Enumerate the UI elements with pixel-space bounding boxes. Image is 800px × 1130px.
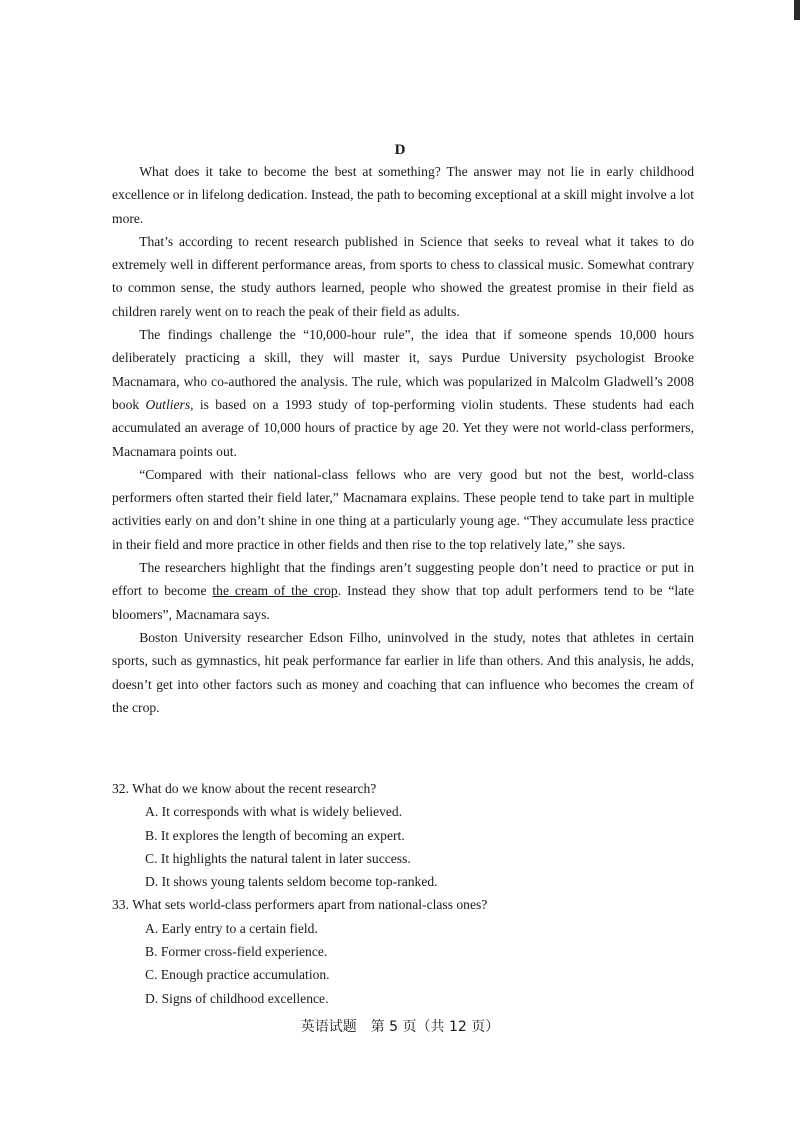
book-title: Outliers: [145, 396, 191, 412]
answer-option-d: D. Signs of childhood excellence.: [145, 990, 329, 1006]
answer-option-b: B. Former cross-field experience.: [145, 944, 328, 960]
question-32: [112, 777, 694, 893]
paragraph-text: The findings challenge the “10,000-hour rule”, the idea that if someone spends 10,000 hours deliberately practicing a skill, they will master it, says Purdue University psychologist Brooke Macnamara, who co-authored the analysis. The rule, which was popularized in Malcolm Gladwell’s 2008 book: [112, 327, 694, 412]
passage-paragraph-5: [112, 556, 694, 626]
question-stem: 33. What sets world-class performers apart from national-class ones?: [112, 897, 488, 913]
answer-option-c: C. It highlights the natural talent in later success.: [145, 850, 411, 866]
page-edge-mark: [794, 0, 800, 20]
paragraph-text: , is based on a 1993 study of top-performing violin students. These students had each accumulated an average of 10,000 hours of practice by age 20. Yet they were not world-class performers, Macnamara points out.: [112, 396, 694, 459]
question-stem: 32. What do we know about the recent research?: [112, 781, 377, 796]
page-footer: 英语试题 第 5 页（共 12 页）: [300, 1019, 500, 1035]
answer-option-c: C. Enough practice accumulation.: [145, 967, 330, 983]
question-33: [112, 893, 694, 1009]
reading-passage: [112, 160, 694, 719]
paragraph-text: . Instead they show that top adult performers tend to be “late bloomers”, Macnamara says.: [112, 583, 694, 622]
paragraph-text: The researchers highlight that the findings aren’t suggesting people don’t need to practice or put in effort to become: [112, 560, 694, 599]
passage-paragraph-3: [112, 323, 694, 463]
passage-paragraph-4: “Compared with their national-class fellows who are very good but not the best, world-class performers often started their field later,” Macnamara explains. These people tend to take part in multiple activities early on and don’t shine in one thing at a particularly young age. “They accumulate less practice in their field and more practice in other fields and then rise to the top relatively late,” she says.: [112, 466, 694, 552]
section-heading: D: [394, 142, 406, 158]
passage-paragraph-2: That’s according to recent research published in Science that seeks to reveal what it takes to do extremely well in different performance areas, from sports to chess to classical music. Somewhat contrary to common sense, the study authors learned, people who showed the greatest promise in their field as children rarely went on to reach the peak of their field as adults.: [112, 233, 694, 319]
passage-paragraph-1: What does it take to become the best at something? The answer may not lie in early childhood excellence or in lifelong dedication. Instead, the path to becoming exceptional at a skill might involve a lot more.: [112, 164, 694, 226]
answer-option-a: A. It corresponds with what is widely believed.: [145, 804, 403, 820]
answer-option-a: A. Early entry to a certain field.: [145, 920, 318, 936]
answer-option-d: D. It shows young talents seldom become top-ranked.: [145, 874, 438, 890]
answer-option-b: B. It explores the length of becoming an expert.: [145, 827, 405, 843]
question-list: [112, 777, 694, 1010]
passage-paragraph-6: Boston University researcher Edson Filho, uninvolved in the study, notes that athletes in certain sports, such as gymnastics, hit peak performance far earlier in life than others. And this analysis, he adds, doesn’t get into other factors such as money and coaching that can influence who becomes the cream of the crop.: [112, 629, 694, 715]
underlined-phrase: the cream of the crop: [212, 583, 338, 599]
